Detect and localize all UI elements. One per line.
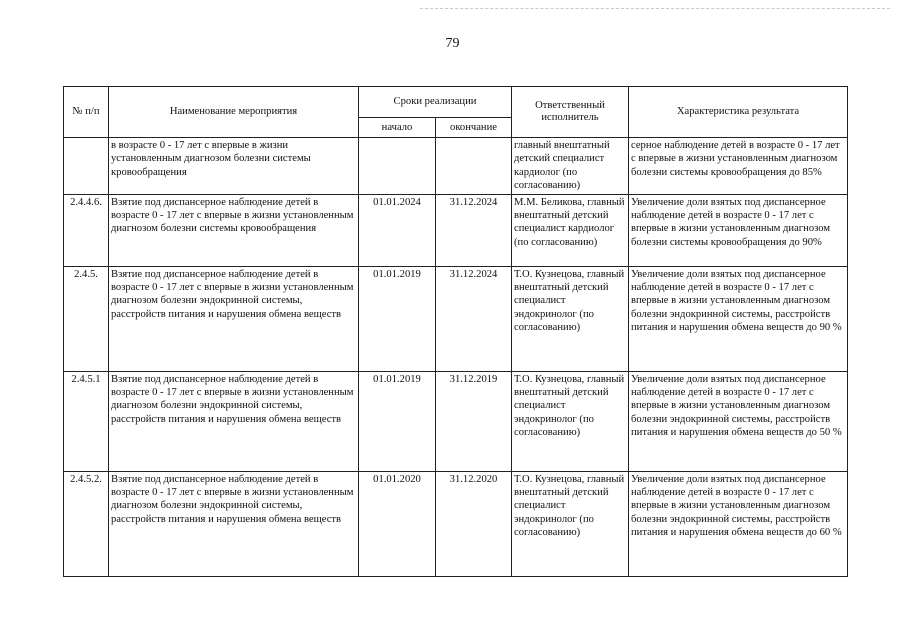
page-number: 79: [445, 36, 460, 51]
cell-result: серное наблюдение детей в возрасте 0 - 17 лет с впервые в жизни установленным диагнозом болезни системы кровообращения до 85%: [629, 138, 848, 195]
cell-responsible: М.М. Беликова, главный внештатный детский специалист кардиолог (по согласованию): [512, 194, 629, 266]
table-row: [64, 266, 848, 371]
table-row: [64, 471, 848, 576]
header-start: начало: [359, 118, 436, 138]
header-name: Наименование мероприятия: [109, 87, 359, 138]
cell-start: [359, 138, 436, 195]
cell-result: Увеличение доли взятых под диспансерное наблюдение детей в возрасте 0 - 17 лет с впервые в жизни установленным диагнозом болезни системы кровообращения до 90%: [629, 194, 848, 266]
cell-name: Взятие под диспансерное наблюдение детей в возрасте 0 - 17 лет с впервые в жизни установленным диагнозом болезни эндокринной системы, расстройств питания и нарушения обмена веществ: [109, 266, 359, 371]
scan-artifact-line: [420, 8, 890, 10]
table-row: [64, 371, 848, 471]
cell-responsible: главный внештатный детский специалист кардиолог (по согласованию): [512, 138, 629, 195]
cell-end: 31.12.2024: [436, 266, 512, 371]
table-row: [64, 194, 848, 266]
cell-start: 01.01.2019: [359, 371, 436, 471]
cell-num: 2.4.5.2.: [64, 471, 109, 576]
cell-num: 2.4.4.6.: [64, 194, 109, 266]
header-responsible: Ответственный исполнитель: [512, 87, 629, 138]
cell-name: Взятие под диспансерное наблюдение детей в возрасте 0 - 17 лет с впервые в жизни установленным диагнозом болезни эндокринной системы, расстройств питания и нарушения обмена веществ: [109, 371, 359, 471]
cell-result: Увеличение доли взятых под диспансерное наблюдение детей в возрасте 0 - 17 лет с впервые в жизни установленным диагнозом болезни эндокринной системы, расстройств питания и нарушения обмена веществ до 50 %: [629, 371, 848, 471]
header-end: окончание: [436, 118, 512, 138]
cell-end: 31.12.2024: [436, 194, 512, 266]
cell-end: 31.12.2020: [436, 471, 512, 576]
header-terms: Сроки реализации: [359, 87, 512, 118]
table-row: [64, 138, 848, 195]
cell-responsible: Т.О. Кузнецова, главный внештатный детский специалист эндокринолог (по согласованию): [512, 266, 629, 371]
cell-responsible: Т.О. Кузнецова, главный внештатный детский специалист эндокринолог (по согласованию): [512, 371, 629, 471]
cell-result: Увеличение доли взятых под диспансерное наблюдение детей в возрасте 0 - 17 лет с впервые в жизни установленным диагнозом болезни эндокринной системы, расстройств питания и нарушения обмена веществ до 90 %: [629, 266, 848, 371]
cell-name: Взятие под диспансерное наблюдение детей в возрасте 0 - 17 лет с впервые в жизни установленным диагнозом болезни системы кровообращения: [109, 194, 359, 266]
cell-end: [436, 138, 512, 195]
cell-responsible: Т.О. Кузнецова, главный внештатный детский специалист эндокринолог (по согласованию): [512, 471, 629, 576]
cell-end: 31.12.2019: [436, 371, 512, 471]
cell-num: [64, 138, 109, 195]
cell-start: 01.01.2020: [359, 471, 436, 576]
table-header-row: [64, 87, 848, 118]
cell-start: 01.01.2024: [359, 194, 436, 266]
cell-num: 2.4.5.: [64, 266, 109, 371]
activities-table: [63, 86, 848, 577]
cell-name: в возрасте 0 - 17 лет с впервые в жизни установленным диагнозом болезни системы кровообращения: [109, 138, 359, 195]
cell-name: Взятие под диспансерное наблюдение детей в возрасте 0 - 17 лет с впервые в жизни установленным диагнозом болезни эндокринной системы, расстройств питания и нарушения обмена веществ: [109, 471, 359, 576]
cell-num: 2.4.5.1: [64, 371, 109, 471]
header-result: Характеристика результата: [629, 87, 848, 138]
cell-start: 01.01.2019: [359, 266, 436, 371]
cell-result: Увеличение доли взятых под диспансерное наблюдение детей в возрасте 0 - 17 лет с впервые в жизни установленным диагнозом болезни эндокринной системы, расстройств питания и нарушения обмена веществ до 60 %: [629, 471, 848, 576]
header-num: № п/п: [64, 87, 109, 138]
